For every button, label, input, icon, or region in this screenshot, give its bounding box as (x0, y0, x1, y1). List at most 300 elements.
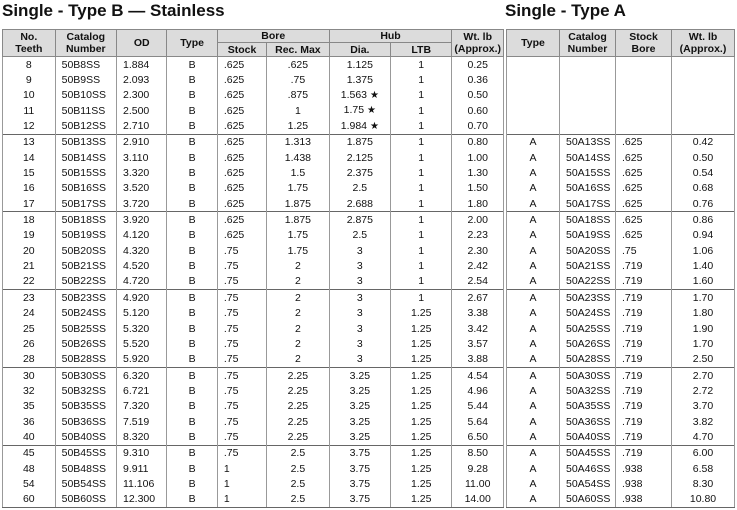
cell-a-weight: 1.60 (672, 274, 735, 290)
header-hub-dia: Dia. (329, 43, 390, 57)
cell-hub-dia (329, 383, 390, 398)
cell-bore-rec-max: 1.313 (267, 134, 329, 150)
cell-weight: 1.50 (452, 181, 504, 196)
hub-dia-value: 2.125 (346, 151, 373, 164)
cell-hub-dia (329, 352, 390, 368)
cell-a-weight: 0.76 (672, 196, 735, 212)
hub-dia-value: 2.5 (352, 229, 368, 242)
cell-type: B (167, 476, 217, 491)
table-row (3, 445, 504, 461)
cell-hub-dia (329, 181, 390, 196)
cell-weight: 2.00 (452, 212, 504, 228)
cell-hub-dia (329, 165, 390, 180)
cell-hub-dia (329, 57, 390, 73)
cell-a-stock-bore: .719 (616, 429, 672, 445)
cell-od: 8.320 (116, 429, 166, 445)
cell-hub-ltb: 1.25 (391, 492, 452, 508)
cell-weight: 3.38 (452, 306, 504, 321)
cell-a-weight: 2.70 (672, 367, 735, 383)
cell-a-type: A (507, 492, 560, 508)
cell-bore-rec-max: 1.875 (267, 212, 329, 228)
cell-catalog-number: 50B21SS (55, 258, 116, 273)
cell-catalog-number: 50B19SS (55, 228, 116, 243)
cell-catalog-number: 50B36SS (55, 414, 116, 429)
cell-catalog-number: 50B17SS (55, 196, 116, 212)
cell-weight: 2.42 (452, 258, 504, 273)
cell-a-weight (672, 72, 735, 87)
cell-a-catalog-number: 50A14SS (560, 150, 616, 165)
cell-a-weight: 4.70 (672, 429, 735, 445)
cell-a-type: A (507, 429, 560, 445)
cell-a-catalog-number: 50A23SS (560, 290, 616, 306)
table-row (507, 290, 735, 306)
cell-od: 9.310 (116, 445, 166, 461)
cell-hub-ltb: 1 (391, 150, 452, 165)
cell-bore-rec-max: 2 (267, 321, 329, 336)
table-row (507, 228, 735, 243)
cell-teeth: 48 (3, 461, 56, 476)
cell-bore-rec-max: 2.5 (267, 461, 329, 476)
cell-od: 6.721 (116, 383, 166, 398)
star-icon: ★ (369, 89, 379, 101)
cell-catalog-number: 50B22SS (55, 274, 116, 290)
cell-type: B (167, 243, 217, 258)
cell-od: 3.320 (116, 165, 166, 180)
hub-dia-value: 3 (356, 307, 363, 320)
cell-hub-ltb: 1.25 (391, 399, 452, 414)
cell-type: B (167, 258, 217, 273)
cell-catalog-number: 50B45SS (55, 445, 116, 461)
cell-a-weight: 10.80 (672, 492, 735, 508)
cell-a-catalog-number: 50A46SS (560, 461, 616, 476)
cell-a-weight: 1.80 (672, 306, 735, 321)
table-row (507, 476, 735, 491)
cell-bore-rec-max: 2.5 (267, 492, 329, 508)
table-row (3, 399, 504, 414)
cell-bore-rec-max: 2.25 (267, 399, 329, 414)
cell-type: B (167, 57, 217, 73)
table-row (507, 196, 735, 212)
cell-weight: 3.57 (452, 336, 504, 351)
cell-catalog-number: 50B32SS (55, 383, 116, 398)
cell-a-weight: 8.30 (672, 476, 735, 491)
cell-a-type (507, 72, 560, 87)
cell-a-type (507, 103, 560, 118)
cell-bore-stock: .75 (217, 258, 266, 273)
cell-bore-rec-max: 2 (267, 290, 329, 306)
cell-type: B (167, 118, 217, 134)
header-a-stock-bore: Stock Bore (616, 30, 672, 57)
cell-od: 2.093 (116, 72, 166, 87)
table-row (3, 118, 504, 134)
cell-a-weight: 0.68 (672, 181, 735, 196)
table-row (507, 461, 735, 476)
cell-od: 5.520 (116, 336, 166, 351)
cell-bore-stock: .625 (217, 118, 266, 134)
cell-teeth: 17 (3, 196, 56, 212)
cell-a-stock-bore (616, 57, 672, 73)
cell-bore-rec-max: 1.25 (267, 118, 329, 134)
cell-hub-dia (329, 134, 390, 150)
cell-bore-stock: .75 (217, 336, 266, 351)
cell-weight: 1.00 (452, 150, 504, 165)
cell-teeth: 36 (3, 414, 56, 429)
cell-a-weight: 0.94 (672, 228, 735, 243)
cell-a-weight: 1.90 (672, 321, 735, 336)
cell-bore-rec-max: 1.75 (267, 228, 329, 243)
cell-catalog-number: 50B60SS (55, 492, 116, 508)
cell-bore-stock: .625 (217, 134, 266, 150)
cell-bore-rec-max: 1.875 (267, 196, 329, 212)
cell-a-weight: 0.54 (672, 165, 735, 180)
cell-a-catalog-number: 50A36SS (560, 414, 616, 429)
cell-weight: 0.36 (452, 72, 504, 87)
cell-hub-dia (329, 274, 390, 290)
cell-hub-dia (329, 196, 390, 212)
table-row (507, 445, 735, 461)
cell-od: 2.500 (116, 103, 166, 118)
cell-hub-ltb: 1 (391, 258, 452, 273)
cell-bore-rec-max: 1.5 (267, 165, 329, 180)
table-row (507, 399, 735, 414)
table-row (3, 181, 504, 196)
cell-teeth: 22 (3, 274, 56, 290)
cell-a-type: A (507, 290, 560, 306)
table-row (507, 352, 735, 368)
cell-type: B (167, 352, 217, 368)
cell-teeth: 30 (3, 367, 56, 383)
cell-type: B (167, 399, 217, 414)
cell-a-weight: 3.82 (672, 414, 735, 429)
cell-weight: 11.00 (452, 476, 504, 491)
cell-catalog-number: 50B12SS (55, 118, 116, 134)
cell-a-catalog-number: 50A17SS (560, 196, 616, 212)
cell-od: 6.320 (116, 367, 166, 383)
cell-od: 3.720 (116, 196, 166, 212)
cell-a-catalog-number: 50A28SS (560, 352, 616, 368)
cell-hub-dia (329, 212, 390, 228)
cell-a-type: A (507, 243, 560, 258)
cell-a-type: A (507, 383, 560, 398)
cell-a-catalog-number: 50A40SS (560, 429, 616, 445)
cell-a-catalog-number: 50A19SS (560, 228, 616, 243)
table-row (507, 429, 735, 445)
cell-hub-dia (329, 445, 390, 461)
cell-weight: 2.23 (452, 228, 504, 243)
cell-bore-stock: .625 (217, 228, 266, 243)
cell-bore-stock: .625 (217, 196, 266, 212)
cell-a-type: A (507, 150, 560, 165)
cell-bore-stock: .625 (217, 88, 266, 103)
cell-a-type: A (507, 367, 560, 383)
table-row (507, 367, 735, 383)
cell-hub-dia (329, 492, 390, 508)
cell-weight: 1.30 (452, 165, 504, 180)
cell-a-type: A (507, 165, 560, 180)
cell-bore-stock: .625 (217, 212, 266, 228)
cell-catalog-number: 50B54SS (55, 476, 116, 491)
cell-bore-rec-max: 2.5 (267, 445, 329, 461)
header-hub-ltb: LTB (391, 43, 452, 57)
cell-hub-dia (329, 258, 390, 273)
cell-hub-ltb: 1 (391, 274, 452, 290)
hub-dia-value: 2.875 (346, 214, 373, 227)
table-row (507, 306, 735, 321)
cell-a-catalog-number: 50A25SS (560, 321, 616, 336)
table-row (3, 476, 504, 491)
cell-a-type: A (507, 336, 560, 351)
cell-bore-stock: 1 (217, 492, 266, 508)
cell-a-stock-bore: .719 (616, 445, 672, 461)
cell-weight: 0.80 (452, 134, 504, 150)
cell-teeth: 35 (3, 399, 56, 414)
table-row (3, 290, 504, 306)
cell-od: 3.110 (116, 150, 166, 165)
cell-teeth: 28 (3, 352, 56, 368)
cell-od: 4.720 (116, 274, 166, 290)
cell-a-weight: 3.70 (672, 399, 735, 414)
cell-teeth: 15 (3, 165, 56, 180)
cell-catalog-number: 50B35SS (55, 399, 116, 414)
cell-bore-stock: .75 (217, 399, 266, 414)
cell-teeth: 20 (3, 243, 56, 258)
cell-a-type (507, 118, 560, 134)
cell-a-catalog-number: 50A54SS (560, 476, 616, 491)
cell-hub-dia (329, 306, 390, 321)
cell-a-weight: 1.70 (672, 290, 735, 306)
header-no-teeth: No. Teeth (3, 30, 56, 57)
cell-hub-ltb: 1.25 (391, 352, 452, 368)
cell-a-catalog-number (560, 103, 616, 118)
table-row (3, 212, 504, 228)
cell-catalog-number: 50B25SS (55, 321, 116, 336)
cell-type: B (167, 290, 217, 306)
cell-od: 2.300 (116, 88, 166, 103)
cell-type: B (167, 429, 217, 445)
cell-teeth: 13 (3, 134, 56, 150)
cell-bore-rec-max: 2.25 (267, 383, 329, 398)
hub-dia-value: 3 (356, 275, 363, 288)
table-row (3, 72, 504, 87)
cell-weight: 3.88 (452, 352, 504, 368)
cell-teeth: 23 (3, 290, 56, 306)
cell-bore-rec-max: 2.5 (267, 476, 329, 491)
cell-bore-stock: .625 (217, 150, 266, 165)
cell-a-type: A (507, 196, 560, 212)
cell-od: 12.300 (116, 492, 166, 508)
cell-hub-ltb: 1.25 (391, 414, 452, 429)
cell-type: B (167, 181, 217, 196)
cell-a-stock-bore (616, 118, 672, 134)
table-row (507, 212, 735, 228)
cell-a-stock-bore: .625 (616, 212, 672, 228)
cell-teeth: 26 (3, 336, 56, 351)
cell-od: 4.920 (116, 290, 166, 306)
table-row (3, 306, 504, 321)
cell-catalog-number: 50B11SS (55, 103, 116, 118)
header-a-weight: Wt. lb (Approx.) (672, 30, 735, 57)
cell-a-weight: 0.42 (672, 134, 735, 150)
cell-od: 4.320 (116, 243, 166, 258)
cell-bore-stock: .75 (217, 274, 266, 290)
cell-hub-dia (329, 321, 390, 336)
cell-hub-ltb: 1 (391, 134, 452, 150)
cell-bore-stock: .75 (217, 429, 266, 445)
cell-a-stock-bore: .625 (616, 196, 672, 212)
hub-dia-value: 3.75 (349, 447, 371, 460)
title-type-b: Single - Type B — Stainless (2, 1, 225, 20)
cell-bore-stock: .75 (217, 243, 266, 258)
cell-bore-stock: .625 (217, 181, 266, 196)
cell-hub-ltb: 1 (391, 181, 452, 196)
cell-a-weight (672, 57, 735, 73)
cell-catalog-number: 50B14SS (55, 150, 116, 165)
cell-type: B (167, 367, 217, 383)
cell-hub-dia (329, 429, 390, 445)
cell-teeth: 16 (3, 181, 56, 196)
table-row (3, 461, 504, 476)
cell-teeth: 21 (3, 258, 56, 273)
cell-od: 3.520 (116, 181, 166, 196)
header-weight: Wt. lb (Approx.) (452, 30, 504, 57)
cell-bore-rec-max: 2 (267, 274, 329, 290)
cell-hub-ltb: 1.25 (391, 336, 452, 351)
cell-catalog-number: 50B8SS (55, 57, 116, 73)
header-bore-stock: Stock (217, 43, 266, 57)
cell-hub-ltb: 1.25 (391, 383, 452, 398)
title-type-a: Single - Type A (505, 1, 626, 20)
cell-hub-ltb: 1 (391, 57, 452, 73)
cell-weight: 1.80 (452, 196, 504, 212)
table-row (507, 492, 735, 508)
table-row (3, 103, 504, 118)
cell-bore-stock: .625 (217, 57, 266, 73)
cell-weight: 3.42 (452, 321, 504, 336)
cell-bore-stock: .625 (217, 103, 266, 118)
cell-bore-rec-max: 1.75 (267, 243, 329, 258)
cell-bore-stock: .625 (217, 165, 266, 180)
cell-bore-rec-max: 1.438 (267, 150, 329, 165)
hub-dia-value: 1.875 (346, 136, 373, 149)
cell-hub-dia (329, 476, 390, 491)
table-row (507, 243, 735, 258)
cell-weight: 5.44 (452, 399, 504, 414)
cell-weight: 14.00 (452, 492, 504, 508)
cell-type: B (167, 165, 217, 180)
table-row (507, 336, 735, 351)
header-a-catalog-number: Catalog Number (560, 30, 616, 57)
cell-bore-rec-max: 1.75 (267, 181, 329, 196)
header-hub: Hub (329, 30, 452, 43)
cell-a-stock-bore (616, 72, 672, 87)
header-type: Type (167, 30, 217, 57)
cell-catalog-number: 50B18SS (55, 212, 116, 228)
cell-bore-stock: .75 (217, 290, 266, 306)
cell-type: B (167, 88, 217, 103)
table-row (3, 228, 504, 243)
cell-od: 4.520 (116, 258, 166, 273)
cell-a-weight (672, 118, 735, 134)
hub-dia-value: 3.75 (349, 493, 371, 506)
hub-dia-value: 3.75 (349, 462, 371, 475)
cell-type: B (167, 461, 217, 476)
cell-a-weight: 1.70 (672, 336, 735, 351)
table-row (507, 72, 735, 87)
cell-teeth: 8 (3, 57, 56, 73)
cell-a-stock-bore: .719 (616, 306, 672, 321)
cell-weight: 4.96 (452, 383, 504, 398)
table-row (507, 88, 735, 103)
cell-weight: 6.50 (452, 429, 504, 445)
cell-a-weight: 0.50 (672, 150, 735, 165)
hub-dia-value: 1.375 (346, 74, 373, 87)
table-row (507, 150, 735, 165)
cell-hub-dia (329, 243, 390, 258)
cell-a-type (507, 88, 560, 103)
cell-a-type: A (507, 274, 560, 290)
cell-a-catalog-number: 50A45SS (560, 445, 616, 461)
cell-teeth: 12 (3, 118, 56, 134)
table-row (3, 274, 504, 290)
table-row (3, 258, 504, 273)
cell-hub-ltb: 1 (391, 212, 452, 228)
hub-dia-value: 2.5 (352, 182, 368, 195)
cell-a-catalog-number (560, 57, 616, 73)
hub-dia-value: 3 (356, 353, 363, 366)
cell-a-stock-bore: .719 (616, 383, 672, 398)
cell-weight: 0.70 (452, 118, 504, 134)
cell-weight: 2.54 (452, 274, 504, 290)
cell-od: 2.910 (116, 134, 166, 150)
cell-weight: 9.28 (452, 461, 504, 476)
cell-a-stock-bore: .719 (616, 290, 672, 306)
cell-a-type: A (507, 476, 560, 491)
hub-dia-value: 3 (356, 291, 363, 304)
cell-catalog-number: 50B40SS (55, 429, 116, 445)
cell-teeth: 9 (3, 72, 56, 87)
table-row (507, 321, 735, 336)
cell-a-catalog-number: 50A35SS (560, 399, 616, 414)
hub-dia-value: 3.25 (349, 415, 371, 428)
cell-a-catalog-number: 50A22SS (560, 274, 616, 290)
hub-dia-value: 3 (356, 260, 363, 273)
cell-a-stock-bore: .625 (616, 134, 672, 150)
cell-teeth: 40 (3, 429, 56, 445)
cell-hub-dia (329, 72, 390, 87)
cell-catalog-number: 50B26SS (55, 336, 116, 351)
cell-hub-dia (329, 88, 390, 103)
cell-hub-ltb: 1 (391, 165, 452, 180)
cell-hub-ltb: 1 (391, 228, 452, 243)
table-row (3, 150, 504, 165)
table-row (507, 258, 735, 273)
cell-catalog-number: 50B13SS (55, 134, 116, 150)
cell-hub-ltb: 1.25 (391, 461, 452, 476)
cell-weight: 5.64 (452, 414, 504, 429)
cell-a-stock-bore: .719 (616, 258, 672, 273)
cell-od: 7.320 (116, 399, 166, 414)
table-row (507, 274, 735, 290)
table-row (3, 243, 504, 258)
cell-type: B (167, 321, 217, 336)
cell-a-type: A (507, 399, 560, 414)
cell-a-weight: 6.58 (672, 461, 735, 476)
hub-dia-value: 2.688 (346, 197, 373, 210)
cell-a-type: A (507, 306, 560, 321)
table-row (3, 352, 504, 368)
table-row (3, 88, 504, 103)
cell-teeth: 24 (3, 306, 56, 321)
